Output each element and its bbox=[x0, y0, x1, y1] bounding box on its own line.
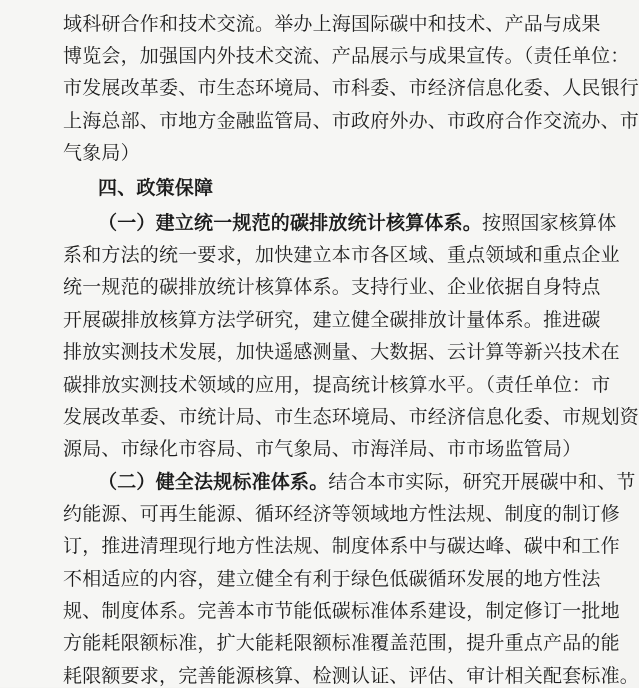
text-line: 订，推进清理现行地方性法规、制度体系中与碳达峰、碳中和工作 bbox=[63, 535, 620, 557]
section-heading: 四、政策保障 bbox=[98, 177, 214, 199]
text-line: 发展改革委、市统计局、市生态环境局、市经济信息化委、市规划资 bbox=[63, 406, 639, 428]
subsection-text: 结合本市实际，研究开展碳中和、节 bbox=[328, 471, 636, 493]
text-line: 市发展改革委、市生态环境局、市科委、市经济信息化委、人民银行 bbox=[63, 77, 639, 99]
text-line: 规、制度体系。完善本市节能低碳标准体系建设，制定修订一批地 bbox=[63, 600, 620, 622]
subsection-text: 按照国家核算体 bbox=[482, 212, 617, 234]
text-line: 不相适应的内容，建立健全有利于绿色低碳循环发展的地方性法 bbox=[63, 568, 601, 590]
subsection-first-line bbox=[98, 211, 617, 235]
text-line: 上海总部、市地方金融监管局、市政府外办、市政府合作交流办、市 bbox=[63, 110, 639, 132]
subsection-title: （二）健全法规标准体系。 bbox=[98, 471, 329, 493]
text-line: 气象局） bbox=[63, 142, 140, 164]
text-line: 域科研合作和技术交流。举办上海国际碳中和技术、产品与成果 bbox=[63, 13, 601, 35]
text-line: 系和方法的统一要求，加快建立本市各区域、重点领域和重点企业 bbox=[63, 244, 620, 266]
text-line: 约能源、可再生能源、循环经济等领域地方性法规、制度的制订修 bbox=[63, 503, 620, 525]
text-line: 碳排放实测技术领域的应用，提高统计核算水平。（责任单位：市 bbox=[63, 374, 611, 396]
text-line: 耗限额要求，完善能源核算、检测认证、评估、审计相关配套标准。 bbox=[63, 665, 639, 687]
text-line: 方能耗限额标准，扩大能耗限额标准覆盖范围，提升重点产品的能 bbox=[63, 632, 620, 654]
text-line: 源局、市绿化市容局、市气象局、市海洋局、市市场监管局） bbox=[63, 438, 582, 460]
text-line: 排放实测技术发展，加快遥感测量、大数据、云计算等新兴技术在 bbox=[63, 341, 620, 363]
text-line: 统一规范的碳排放统计核算体系。支持行业、企业依据自身特点 bbox=[63, 276, 601, 298]
text-line: 博览会，加强国内外技术交流、产品展示与成果宣传。（责任单位： bbox=[63, 45, 630, 67]
subsection-first-line bbox=[98, 470, 636, 494]
text-line: 开展碳排放核算方法学研究，建立健全碳排放计量体系。推进碳 bbox=[63, 309, 601, 331]
subsection-title: （一）建立统一规范的碳排放统计核算体系。 bbox=[98, 212, 483, 234]
